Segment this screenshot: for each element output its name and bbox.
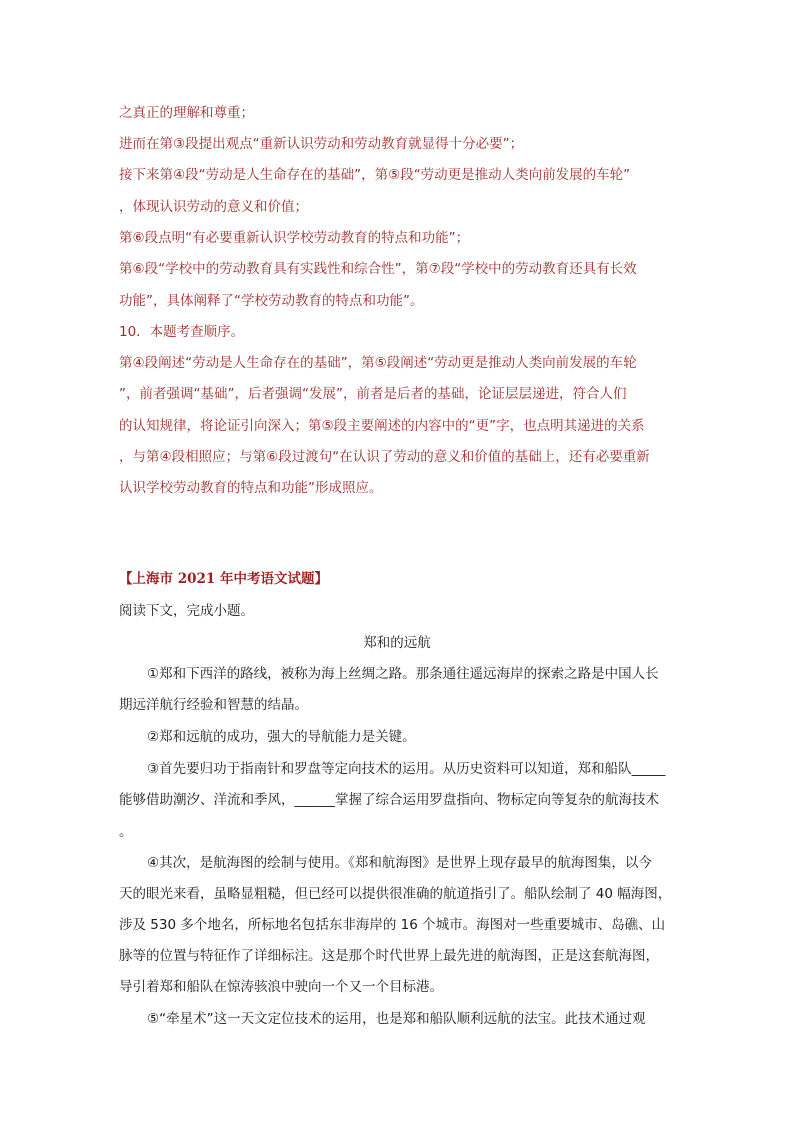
- passage-line: ④其次，是航海图的绘制与使用。《郑和航海图》是世界上现存最早的航海图集，以今: [147, 855, 652, 871]
- answer-line: 进而在第③段提出观点“重新认识劳动和劳动教育就显得十分必要”；: [119, 136, 524, 152]
- exam-heading: 【上海市 2021 年中考语文试题】: [119, 571, 328, 587]
- passage-line: ③首先要归功于指南针和罗盘等定向技术的运用。从历史资料可以知道，郑和船队_____: [147, 761, 666, 777]
- answer-line: 第⑥段点明“有必要重新认识学校劳动教育的特点和功能”；: [119, 230, 470, 246]
- answer-line: 接下来第④段“劳动是人生命存在的基础”，第⑤段“劳动更是推动人类向前发展的车轮”: [119, 167, 631, 183]
- passage-line: ②郑和远航的成功，强大的导航能力是关键。: [147, 729, 416, 745]
- passage-line: 能够借助潮汐、洋流和季风，______掌握了综合运用罗盘指向、物标定向等复杂的航海技术: [119, 792, 659, 808]
- answer-line: ”，前者强调“基础”，后者强调“发展”，前者是后者的基础，论证层层递进，符合人们: [119, 386, 627, 402]
- passage-line: ⑤“牵星术”这一天文定位技术的运用，也是郑和船队顺利远航的法宝。此技术通过观: [147, 1011, 646, 1027]
- answer-line: ，体现认识劳动的意义和价值；: [119, 199, 308, 215]
- passage-line: 涉及 530 多个地名，所标地名包括东非海岸的 16 个城市。海图对一些重要城市、岛礁、山: [119, 917, 666, 933]
- passage-line: 天的眼光来看，虽略显粗糙，但已经可以提供很准确的航道指引了。船队绘制了 40 幅海图，: [119, 886, 672, 902]
- passage-title: 郑和的远航: [363, 635, 431, 651]
- passage-line: ①郑和下西洋的路线，被称为海上丝绸之路。那条通往遥远海岸的探索之路是中国人长: [147, 666, 659, 682]
- passage-line: 。: [119, 824, 133, 840]
- passage-line: 脉等的位置与特征作了详细标注。这是那个时代世界上最先进的航海图，正是这套航海图，: [119, 948, 659, 964]
- passage-line: 导引着郑和船队在惊涛骇浪中驶向一个又一个目标港。: [119, 979, 443, 995]
- answer-line: 第④段阐述“劳动是人生命存在的基础”，第⑤段阐述“劳动更是推动人类向前发展的车轮: [119, 355, 637, 371]
- answer-line: ，与第④段相照应；与第⑥段过渡句“在认识了劳动的意义和价值的基础上，还有必要重新: [119, 449, 650, 465]
- answer-line: 认识学校劳动教育的特点和功能”形成照应。: [119, 480, 383, 496]
- answer-line: 的认知规律，将论证引向深入；第⑤段主要阐述的内容中的“更”字，也点明其递进的关系: [119, 418, 645, 434]
- answer-line: 之真正的理解和尊重；: [119, 105, 254, 121]
- passage-line: 期远洋航行经验和智慧的结晶。: [119, 697, 308, 713]
- exam-instruction: 阅读下文，完成小题。: [119, 603, 254, 619]
- answer-line: 第⑥段“学校中的劳动教育具有实践性和综合性”，第⑦段“学校中的劳动教育还具有长效: [119, 261, 637, 277]
- answer-line: 功能”，具体阐释了“学校劳动教育的特点和功能”。: [119, 293, 424, 309]
- answer-line: 10．本题考查顺序。: [119, 324, 245, 340]
